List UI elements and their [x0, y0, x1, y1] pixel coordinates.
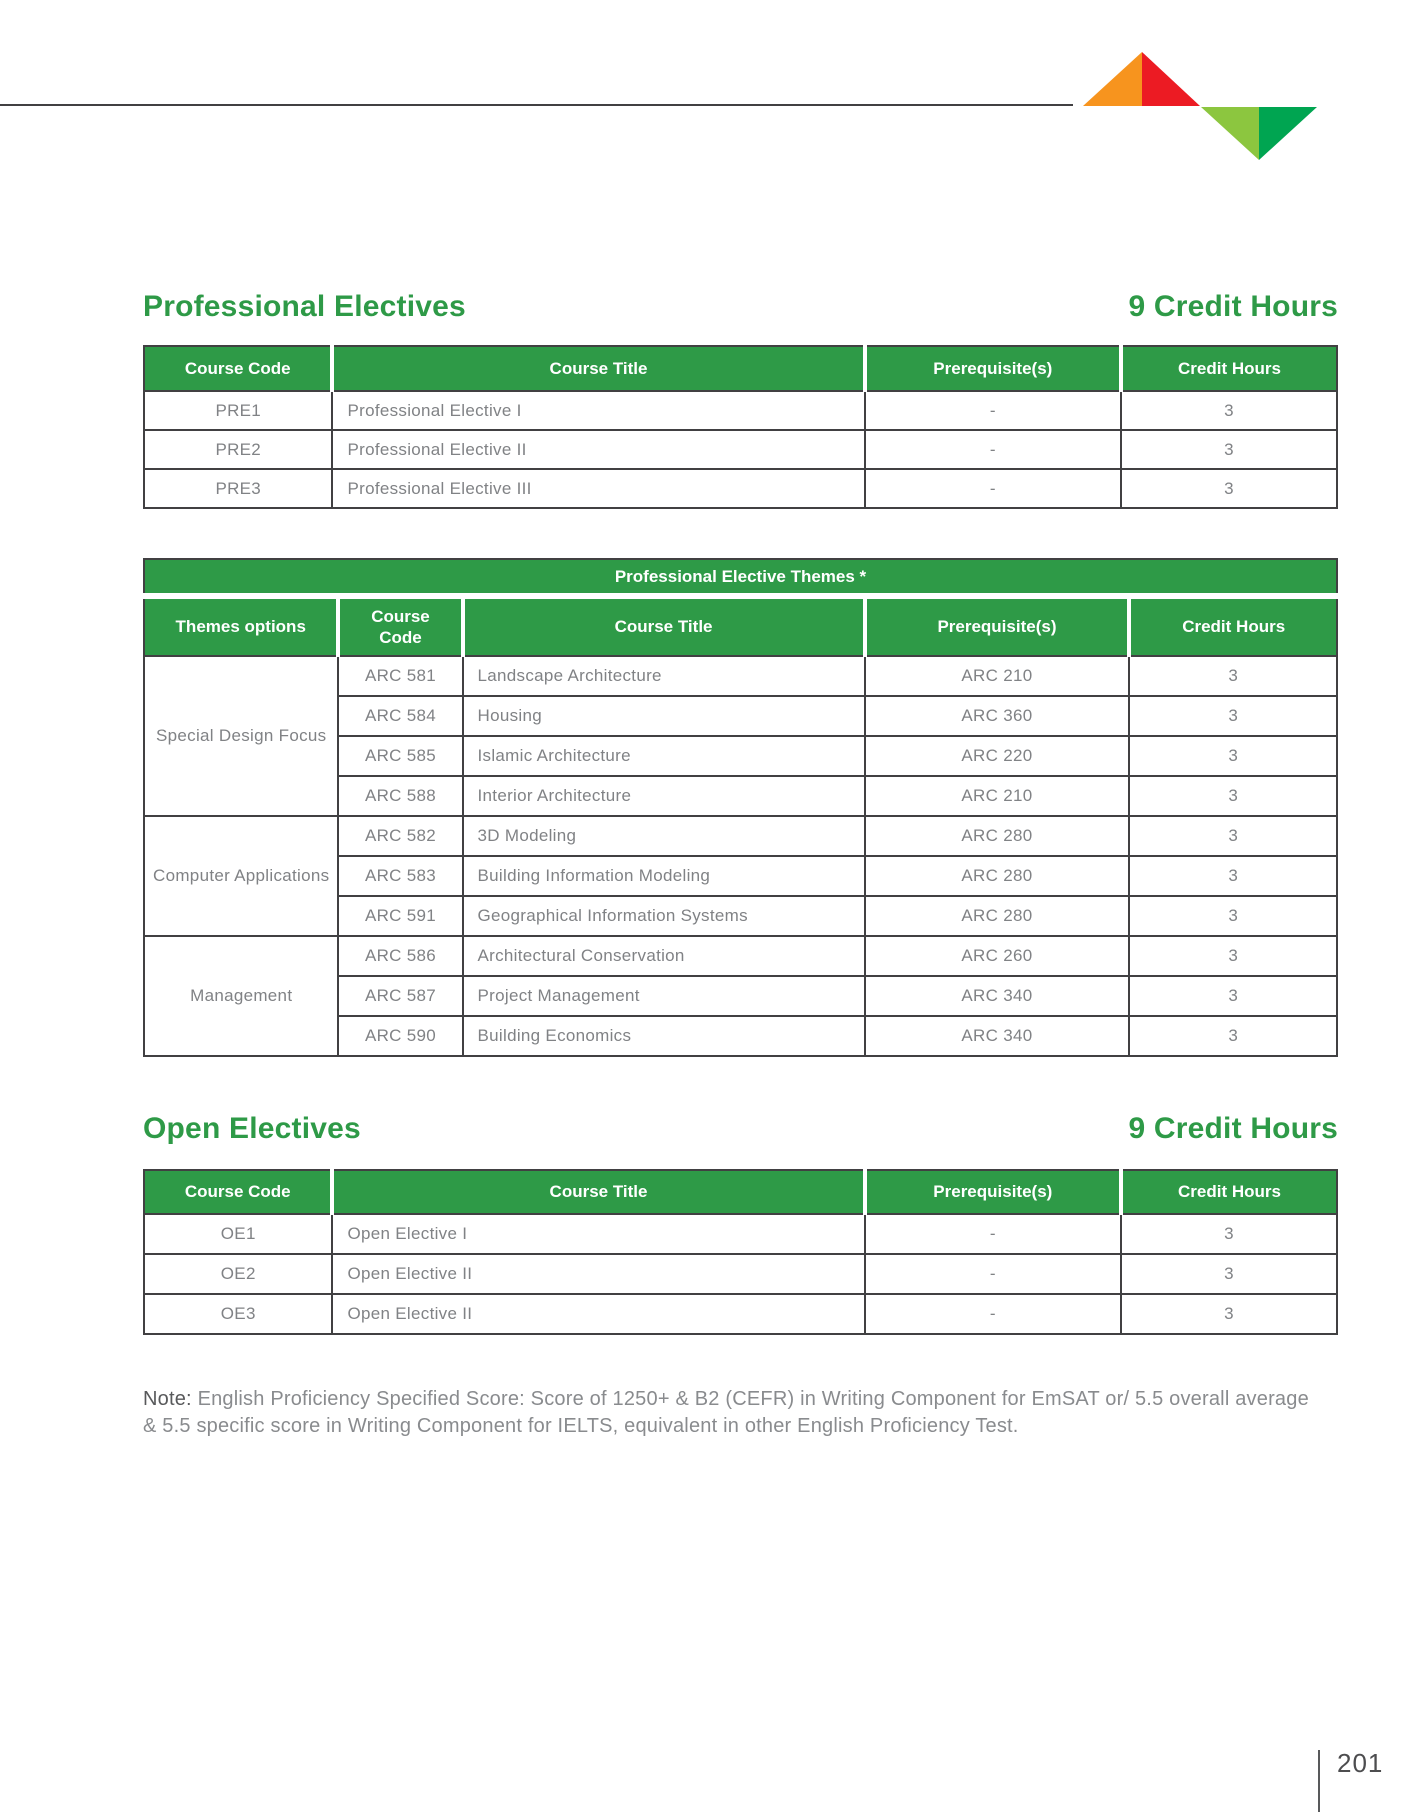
section-title: Professional Electives — [143, 290, 466, 323]
section-title: Open Electives — [143, 1112, 361, 1145]
course-code-cell: ARC 582 — [338, 816, 462, 856]
course-title-cell: Professional Elective I — [332, 391, 864, 430]
prerequisite-cell: ARC 340 — [865, 976, 1130, 1016]
course-code-label: Course Code — [371, 606, 430, 647]
prerequisite-cell: ARC 360 — [865, 696, 1130, 736]
university-logo — [1083, 52, 1317, 160]
column-header-prerequisites: Prerequisite(s) — [865, 346, 1121, 391]
credit-hours-cell: 3 — [1121, 469, 1337, 508]
course-title-cell: Landscape Architecture — [463, 656, 865, 696]
course-code-cell: ARC 587 — [338, 976, 462, 1016]
header-rule — [0, 104, 1073, 106]
prerequisite-cell: ARC 210 — [865, 776, 1130, 816]
prerequisite-cell: ARC 280 — [865, 816, 1130, 856]
prerequisite-cell: - — [865, 391, 1121, 430]
column-header-themes-options: Themes options — [144, 596, 338, 656]
course-title-cell: Islamic Architecture — [463, 736, 865, 776]
section-credit-hours: 9 Credit Hours — [1128, 1112, 1338, 1145]
table-row — [144, 656, 1337, 696]
credit-hours-cell: 3 — [1129, 776, 1337, 816]
course-title-cell: Project Management — [463, 976, 865, 1016]
section-credit-hours: 9 Credit Hours — [1128, 290, 1338, 323]
column-header-credit-hours: Credit Hours — [1121, 346, 1337, 391]
course-code-cell: OE2 — [144, 1254, 332, 1294]
page-number: 201 — [1337, 1748, 1384, 1778]
course-code-cell: ARC 583 — [338, 856, 462, 896]
column-header-course-title: Course Title — [463, 596, 865, 656]
course-code-cell: ARC 585 — [338, 736, 462, 776]
column-header-course-code — [338, 596, 462, 656]
course-code-cell: PRE2 — [144, 430, 332, 469]
table-title: Professional Elective Themes * — [144, 559, 1337, 596]
course-code-cell: ARC 588 — [338, 776, 462, 816]
theme-group-cell: Special Design Focus — [144, 656, 338, 816]
credit-hours-cell: 3 — [1129, 1016, 1337, 1056]
course-title-cell: Open Elective II — [332, 1254, 864, 1294]
note-label: Note: — [143, 1388, 192, 1410]
table-row — [144, 1294, 1337, 1334]
english-proficiency-note — [143, 1386, 1311, 1440]
credit-hours-cell: 3 — [1121, 1214, 1337, 1254]
column-header-course-code: Course Code — [144, 1170, 332, 1214]
course-code-cell: ARC 584 — [338, 696, 462, 736]
credit-hours-cell: 3 — [1129, 936, 1337, 976]
credit-hours-cell: 3 — [1121, 391, 1337, 430]
table-row — [144, 936, 1337, 976]
course-code-cell: ARC 586 — [338, 936, 462, 976]
course-title-cell: Building Information Modeling — [463, 856, 865, 896]
table-header-row — [144, 346, 1337, 391]
course-title-cell: Open Elective II — [332, 1294, 864, 1334]
elective-themes-table — [143, 558, 1338, 1057]
course-code-cell: OE3 — [144, 1294, 332, 1334]
course-title-cell: Housing — [463, 696, 865, 736]
table-row — [144, 430, 1337, 469]
theme-group-cell: Management — [144, 936, 338, 1056]
course-code-cell: ARC 581 — [338, 656, 462, 696]
credit-hours-cell: 3 — [1129, 816, 1337, 856]
course-title-cell: Open Elective I — [332, 1214, 864, 1254]
course-title-cell: Professional Elective II — [332, 430, 864, 469]
theme-group-cell: Computer Applications — [144, 816, 338, 936]
prerequisite-cell: ARC 280 — [865, 856, 1130, 896]
course-code-cell: OE1 — [144, 1214, 332, 1254]
credit-hours-cell: 3 — [1129, 896, 1337, 936]
logo-orange-triangle — [1083, 52, 1142, 106]
page-number-rule — [1318, 1750, 1320, 1812]
table-header-row — [144, 1170, 1337, 1214]
column-header-prerequisites: Prerequisite(s) — [865, 1170, 1121, 1214]
prerequisite-cell: ARC 220 — [865, 736, 1130, 776]
table-header-row — [144, 596, 1337, 656]
prerequisite-cell: - — [865, 1214, 1121, 1254]
table-row — [144, 469, 1337, 508]
table-row — [144, 391, 1337, 430]
course-title-cell: Building Economics — [463, 1016, 865, 1056]
table-row — [144, 1214, 1337, 1254]
note-text: English Proficiency Specified Score: Score of 1250+ & B2 (CEFR) in Writing Component for EmSAT or/ 5.5 overall average & 5.5 specific score in Writing Component for IELTS, equivalent in other English Proficiency Test. — [143, 1388, 1309, 1437]
course-code-cell: ARC 591 — [338, 896, 462, 936]
course-title-cell: Professional Elective III — [332, 469, 864, 508]
prerequisite-cell: ARC 280 — [865, 896, 1130, 936]
prerequisite-cell: ARC 340 — [865, 1016, 1130, 1056]
credit-hours-cell: 3 — [1129, 656, 1337, 696]
table-row — [144, 816, 1337, 856]
credit-hours-cell: 3 — [1129, 696, 1337, 736]
prerequisite-cell: ARC 210 — [865, 656, 1130, 696]
credit-hours-cell: 3 — [1121, 1254, 1337, 1294]
prerequisite-cell: - — [865, 1254, 1121, 1294]
course-title-cell: 3D Modeling — [463, 816, 865, 856]
table-title-row — [144, 559, 1337, 596]
column-header-course-title: Course Title — [332, 346, 864, 391]
table-row — [144, 1254, 1337, 1294]
prerequisite-cell: ARC 260 — [865, 936, 1130, 976]
course-title-cell: Geographical Information Systems — [463, 896, 865, 936]
credit-hours-cell: 3 — [1121, 430, 1337, 469]
open-electives-table — [143, 1169, 1338, 1335]
credit-hours-cell: 3 — [1129, 856, 1337, 896]
prerequisite-cell: - — [865, 469, 1121, 508]
column-header-course-title: Course Title — [332, 1170, 864, 1214]
course-code-cell: PRE3 — [144, 469, 332, 508]
logo-dark-green-triangle — [1259, 107, 1317, 160]
course-code-cell: PRE1 — [144, 391, 332, 430]
course-title-cell: Architectural Conservation — [463, 936, 865, 976]
course-title-cell: Interior Architecture — [463, 776, 865, 816]
open-electives-heading-row — [143, 1112, 1338, 1146]
column-header-prerequisites: Prerequisite(s) — [865, 596, 1130, 656]
column-header-credit-hours: Credit Hours — [1121, 1170, 1337, 1214]
credit-hours-cell: 3 — [1129, 736, 1337, 776]
logo-red-triangle — [1142, 52, 1200, 106]
credit-hours-cell: 3 — [1121, 1294, 1337, 1334]
course-code-cell: ARC 590 — [338, 1016, 462, 1056]
prerequisite-cell: - — [865, 1294, 1121, 1334]
column-header-credit-hours: Credit Hours — [1129, 596, 1337, 656]
column-header-course-code: Course Code — [144, 346, 332, 391]
professional-electives-heading-row — [143, 290, 1338, 324]
logo-light-green-triangle — [1201, 107, 1259, 160]
professional-electives-table — [143, 345, 1338, 509]
credit-hours-cell: 3 — [1129, 976, 1337, 1016]
prerequisite-cell: - — [865, 430, 1121, 469]
